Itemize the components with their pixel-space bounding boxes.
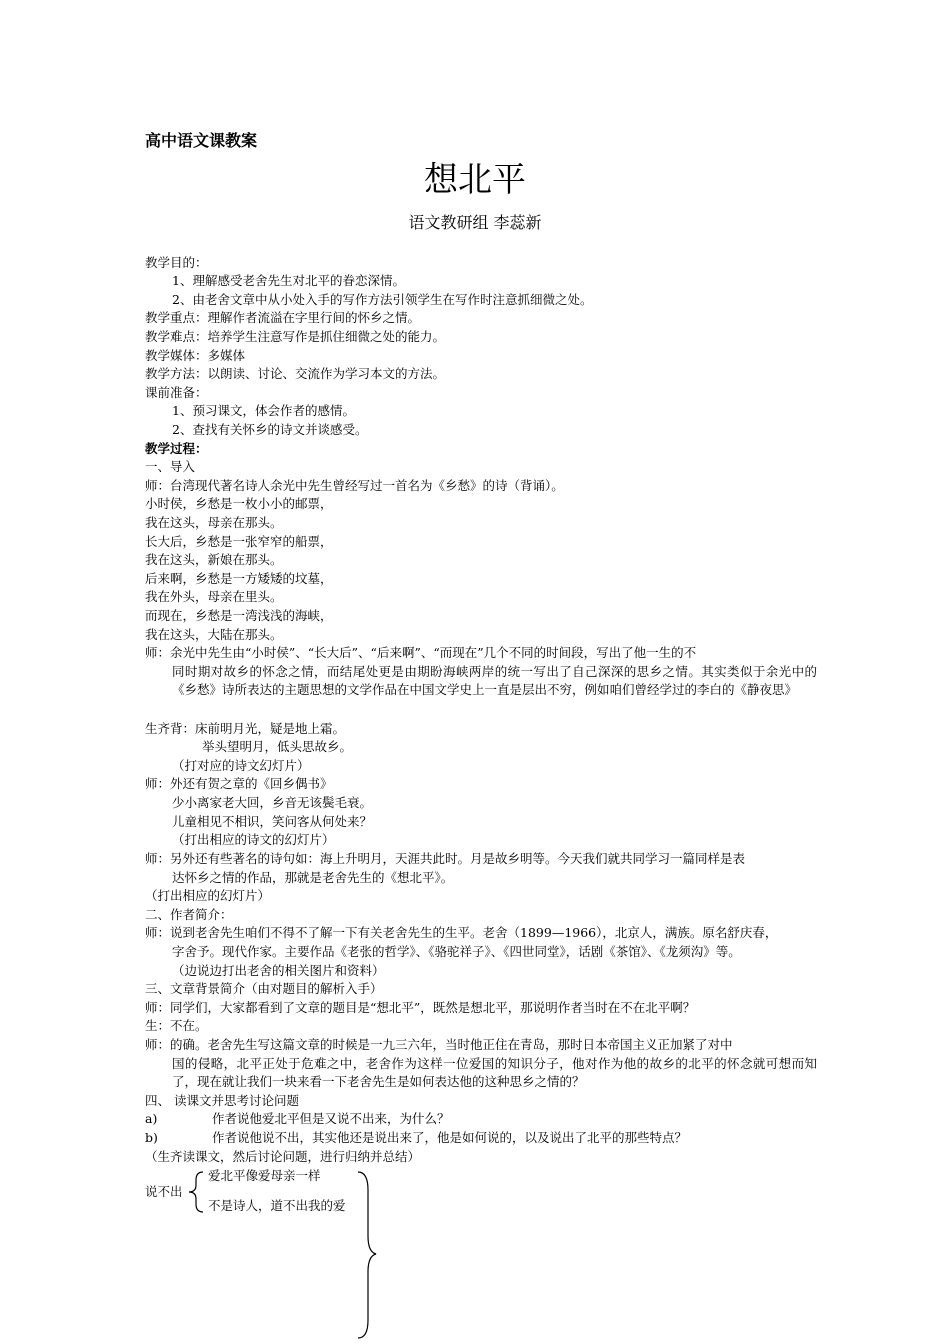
prep-label: 课前准备：: [145, 385, 208, 400]
media: 教学媒体：多媒体: [145, 348, 246, 363]
paragraph-continuation: 国的侵略，北平正处于危难之中，老舍作为这样一位爱国的知识分子，他对作为他的故乡的北平的怀念就可想而知了，现在就让我们一块来看一下老舍先生是如何表达他的这种思乡之情的？: [172, 1055, 817, 1090]
poem-line: 而现在，乡愁是一湾浅浅的海峡，: [145, 608, 333, 623]
poem-line: 我在外头，母亲在里头。: [145, 589, 283, 604]
teacher-question: 师：同学们，大家都看到了文章的题目是“想北平”，既然是想北平，那说明作者当时在不在北平啊？: [145, 1000, 696, 1015]
key-point: 教学重点：理解作者流溢在字里行间的怀乡之情。: [145, 310, 421, 325]
diagram-label: 说不出: [145, 1184, 183, 1199]
left-brace: [189, 1172, 203, 1212]
diagram-item: 不是诗人，道不出我的爱: [208, 1198, 346, 1213]
difficulty: 教学难点：培养学生注意写作是抓住细微之处的能力。: [145, 329, 446, 344]
paragraph-continuation: 达怀乡之情的作品，那就是老舍先生的《想北平》。: [172, 869, 454, 885]
discussion-note: （生齐读课文，然后讨论问题，进行归纳并总结）: [145, 1149, 421, 1164]
poem-line: 我在这头，母亲在那头。: [145, 515, 283, 530]
prep-item: 1、预习课文，体会作者的感情。: [172, 403, 355, 418]
question-text: 作者说他说不出，其实他还是说出来了，他是如何说的，以及说出了北平的那些特点？: [212, 1130, 688, 1145]
slide-note: （边说边打出老舍的相关图片和资料）: [172, 963, 385, 978]
poem-line: 我在这头，新娘在那头。: [145, 552, 283, 567]
student-answer: 生：不在。: [145, 1018, 208, 1033]
poem-line: 儿童相见不相识，笑问客从何处来？: [172, 814, 373, 829]
slide-note: （打出相应的幻灯片）: [145, 888, 271, 903]
poem-line: 少小离家老大回，乡音无该鬓毛衰。: [172, 795, 373, 810]
diagram-item: 爱北平像爱母亲一样: [208, 1168, 321, 1183]
paragraph-first-line: 师：说到老舍先生咱们不得不了解一下有关老舍先生的生平。老舍（1899—1966），北京人，满族。原名舒庆春，: [145, 925, 778, 940]
right-brace: [358, 1172, 376, 1338]
poem-line: 小时侯，乡愁是一枚小小的邮票，: [145, 496, 333, 511]
paragraph-continuation: 同时期对故乡的怀念之情，而结尾处更是由期盼海峡两岸的统一写出了自己深深的思乡之情。其实类似于余光中的《乡愁》诗所表达的主题思想的文学作品在中国文学史上一直是层出不穷，例如咱们曾经学过的李白的《静夜思》: [172, 663, 817, 698]
lesson-title: 想北平: [424, 160, 526, 200]
section-heading: 三、文章背景简介（由对题目的解析入手）: [145, 981, 383, 996]
teacher-intro: 师：台湾现代著名诗人余光中先生曾经写过一首名为《乡愁》的诗（背诵）。: [145, 478, 564, 493]
section-heading: 四、 读课文并思考讨论问题: [145, 1093, 299, 1108]
document-header: 高中语文课教案: [145, 131, 258, 150]
paragraph-continuation: 字舍予。现代作家。主要作品《老张的哲学》、《骆驼祥子》、《四世同堂》，话剧《茶馆》、《龙须沟》等。: [172, 943, 741, 959]
lesson-author: 语文教研组 李蕊新: [408, 213, 542, 232]
prep-item: 2、查找有关怀乡的诗文并谈感受。: [172, 422, 368, 437]
section-heading: 一、导入: [145, 459, 196, 474]
poem-line: 后来啊，乡愁是一方矮矮的坟墓，: [145, 571, 333, 586]
student-recite: 生齐背：床前明月光，疑是地上霜。: [145, 721, 346, 736]
poem-line: 长大后，乡愁是一张窄窄的船票，: [145, 534, 333, 549]
teacher-line: 师：外还有贺之章的《回乡偶书》: [145, 776, 333, 791]
method: 教学方法：以朗读、讨论、交流作为学习本文的方法。: [145, 366, 446, 381]
objective-item: 2、由老舍文章中从小处入手的写作方法引领学生在写作时注意抓细微之处。: [172, 292, 593, 307]
student-recite-2: 举头望明月，低头思故乡。: [202, 739, 353, 754]
paragraph-first-line: 师：另外还有些著名的诗句如：海上升明月，天涯共此时。月是故乡明等。今天我们就共同学习一篇同样是表: [145, 851, 746, 866]
slide-note: （打对应的诗文幻灯片）: [172, 758, 310, 773]
objectives-label: 教学目的：: [145, 255, 208, 270]
question-text: 作者说他爱北平但是又说不出来，为什么？: [212, 1111, 450, 1126]
question-marker: b): [145, 1130, 158, 1145]
section-heading: 二、作者简介：: [145, 907, 233, 922]
process-label: 教学过程：: [145, 441, 208, 456]
question-marker: a): [145, 1111, 158, 1126]
paragraph-first-line: 师：余光中先生由“小时侯”、“长大后”、“后来啊”、“而现在”几个不同的时间段，写出了他一生的不: [145, 645, 697, 660]
slide-note: （打出相应的诗文的幻灯片）: [172, 832, 335, 847]
paragraph-first-line: 师：的确。老舍先生写这篇文章的时候是一九三六年，当时他正住在青岛，那时日本帝国主义正加紧了对中: [145, 1037, 733, 1052]
poem-line: 我在这头，大陆在那头。: [145, 627, 283, 642]
objective-item: 1、理解感受老舍先生对北平的眷恋深情。: [172, 273, 405, 288]
